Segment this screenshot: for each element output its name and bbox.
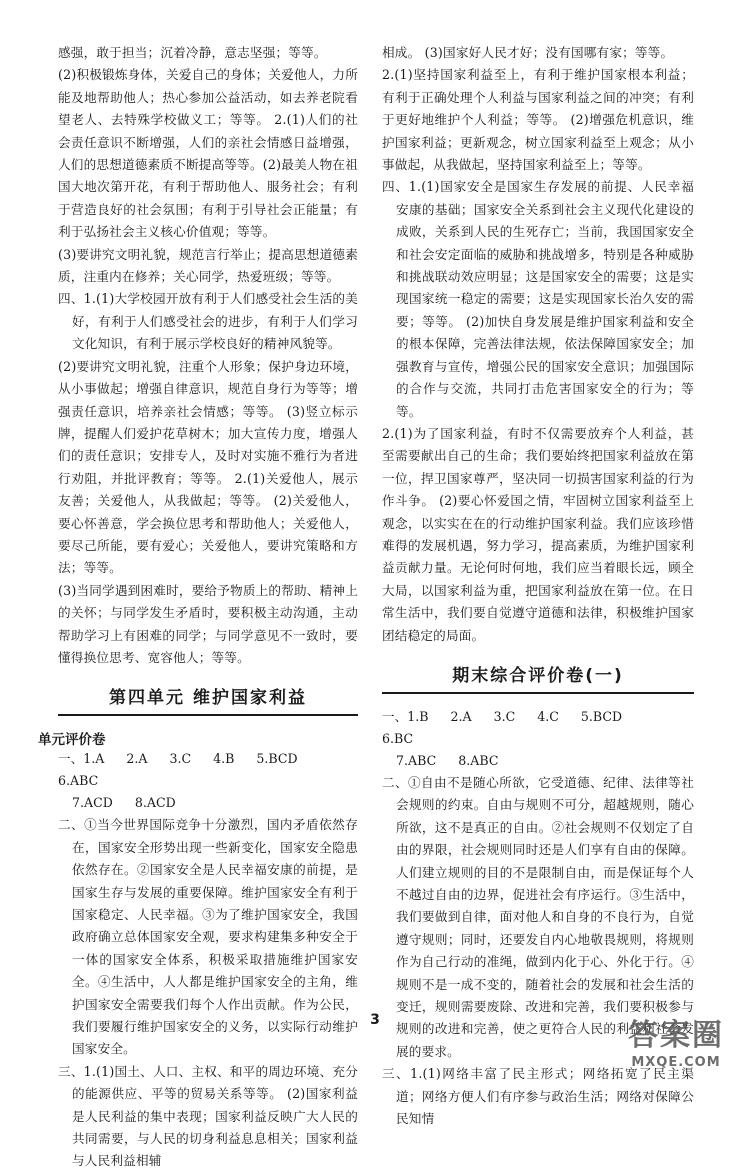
right-paragraph-3: 四、1.(1)国家安全是国家生存发展的前提、人民幸福安康的基础；国家安全关系到社会主义现代化建设的成败，关系到人民的生死存亡；当前，我国国家安全和社会安定面临的威胁和挑战增多，特别是各种威胁和挑战联动效应明显；这是国家安全的需要；这是实现国家统一稳定的需要；这是实现国家长治久安的需要；等等。 (2)加快自身发展是维护国家利益和安全的根本保障，完善法律法规，依法保障国家安全；加强教育与宣传，增强公民的国家安全意识；加强国际的合作与交流，共同打击危害国家安全的行为；等等。	[382, 179, 694, 419]
answer-item: 6.ABC	[58, 773, 99, 789]
left-paragraph-6: (3)当同学遇到困难时，要给予物质上的帮助、精神上的关怀；与同学发生矛盾时，要积极主动沟通，主动帮助学习上有困难的同学；与同学意见不一致时，要懂得换位思考、宽容他人；等等。	[58, 582, 358, 665]
answer-item: 4.C	[537, 708, 559, 724]
left-paragraph-5: (2)要讲究文明礼貌，注重个人形象；保护身边环境，从小事做起；增强自律意识，规范自身行为等等；增强责任意识，培养亲社会情感；等等。 (3)竖立标示牌，提醒人们爱护花草树木；加大宣传力度，增强人们的责任意识；安排专人，及时对实施不雅行为者进行劝阻，并批评教育；等等。 2.(1)关爱他人，展示友善；关爱他人，从我做起；等等。 (2)关爱他人，要心怀善意，学会换位思考和帮助他人；关爱他人，要尽己所能，要有爱心；关爱他人，要讲究策略和方法；等等。	[58, 358, 358, 576]
left-paragraph-8: 三、1.(1)国土、人口、主权、和平的周边环境、充分的能源供应、平等的贸易关系等等。 (2)国家利益是人民利益的集中表现；国家利益反映广大人民的共同需要，与人民的切身利益息息相关；国家利益与人民利益相辅	[58, 1063, 358, 1169]
right-paragraph-6: 三、1.(1)网络丰富了民主形式；网络拓宽了民主渠道；网络方便人们有序参与政治生活；网络对保障公民知情	[382, 1066, 694, 1127]
unit-four-title: 第四单元 维护国家利益	[58, 683, 358, 716]
final-exam-title: 期末综合评价卷(一)	[382, 661, 694, 694]
left-paragraph-3: (3)要讲究文明礼貌，规范言行举止；提高思想道德素质，注重内在修养；关心同学，热爱班级；等等。	[58, 246, 358, 285]
answer-row-1	[58, 748, 358, 792]
left-paragraph-4: 四、1.(1)大学校园开放有利于人们感受社会生活的美好，有利于人们感受社会的进步，有利于人们学习文化知识，有利于展示学校良好的精神风貌等。	[58, 291, 358, 352]
right-paragraph-4: 2.(1)为了国家利益，有时不仅需要放弃个人利益，甚至需要献出自己的生命；我们要始终把国家利益放在第一位，捍卫国家尊严，坚决同一切损害国家利益的行为作斗争。 (2)要心怀爱国之情，牢固树立国家利益至上观念，以实实在在的行动维护国家利益。我们应该珍惜难得的发展机遇，努力学习，提高素质，为维护国家利益贡献力量。无论何时何地，我们应当着眼长远，顾全大局，以国家利益为重，把国家利益放在第一位。在日常生活中，我们要自觉遵守道德和法律，积极维护国家团结稳定的局面。	[382, 425, 694, 643]
left-paragraph-1: 感强，敢于担当；沉着冷静，意志坚强；等等。	[58, 45, 327, 60]
right-column	[382, 42, 694, 1130]
answer-item: 一、1.A	[58, 751, 105, 767]
answer-item: 2.A	[450, 708, 472, 724]
answer-item: 4.B	[213, 751, 235, 767]
right-paragraph-5: 二、①自由不是随心所欲，它受道德、纪律、法律等社会规则的约束。自由与规则不可分，超越规则，随心所欲，这不是真正的自由。②社会规则不仅划定了自由的界限，社会规则同时还是人们享有自由的保障。人们建立规则的目的不是限制自由，而是保证每个人不越过自由的边界，促进社会有序运行。③生活中，我们要做到自律，面对他人和自身的不良行为，自觉遵守规则；同时，还要发自内心地敬畏规则，将规则作为自己行动的准绳，做到内化于心、外化于行。④规则不是一成不变的，随着社会的发展和社会生活的变迁，规则需要废除、改进和完善，我们要积极参与规则的改进和完善，使之更符合人民的利益和社会发展的要求。	[382, 774, 694, 1059]
unit-evaluation-subtitle: 单元评价卷	[38, 732, 106, 749]
left-paragraph-7: 二、①当今世界国际竞争十分激烈，国内矛盾依然存在，国家安全形势出现一些新变化，国家安全隐患依然存在。②国家安全是人民幸福安康的前提，是国家生存与发展的重要保障。维护国家安全有利于国家稳定、人民幸福。③为了维护国家安全，我国政府确立总体国家安全观，要求构建集多种安全于一体的国家安全体系，积极采取措施维护国家安全。④生活中，人人都是维护国家安全的主角，维护国家安全需要我们每个人作出贡献。作为公民，我们要履行维护国家安全的义务，以实际行动维护国家安全。	[58, 817, 358, 1057]
answer-row-2	[382, 750, 694, 772]
answer-item: 5.BCD	[256, 751, 298, 767]
watermark-logo	[606, 1018, 746, 1080]
answer-row-2	[58, 792, 358, 814]
answer-item: 8.ABC	[458, 752, 499, 768]
answer-item: 一、1.B	[382, 708, 429, 724]
page-number: 3	[370, 1012, 380, 1028]
answer-row-1	[382, 706, 694, 750]
watermark-title: 答案圈	[628, 1018, 724, 1053]
answer-item: 5.BCD	[580, 708, 623, 724]
answer-item: 7.ABC	[396, 752, 437, 768]
answer-item: 8.ACD	[134, 795, 176, 811]
right-paragraph-2: 2.(1)坚持国家利益至上，有利于维护国家根本利益；有利于正确处理个人利益与国家利益之间的冲突；有利于更好地维护个人利益；等等。 (2)增强危机意识，维护国家利益；更新观念，树立国家利益至上观念；从小事做起，从我做起，坚持国家利益至上；等等。	[382, 67, 694, 173]
left-column	[38, 42, 358, 1173]
answer-item: 6.BC	[382, 730, 414, 746]
left-paragraph-2: (2)积极锻炼身体，关爱自己的身体；关爱他人，力所能及地帮助他人；热心参加公益活动，如去养老院看望老人、去特殊学校做义工；等等。 2.(1)人们的社会责任意识不断增强，人们的亲社会情感日益增强，人们的思想道德素质不断提高等等。(2)最美人物在祖国大地次第开花，有利于帮助他人、服务社会；有利于营造良好的社会氛围；有利于引导社会正能量；有利于弘扬社会主义核心价值观；等等。	[58, 67, 358, 240]
answer-item: 7.ACD	[72, 795, 113, 811]
right-paragraph-1: 相成。 (3)国家好人民才好；没有国哪有家；等等。	[382, 45, 674, 60]
watermark-url: MXQE.COM	[631, 1055, 721, 1070]
answer-item: 3.C	[169, 751, 192, 767]
answer-item: 2.A	[126, 751, 148, 767]
answer-item: 3.C	[493, 708, 516, 724]
